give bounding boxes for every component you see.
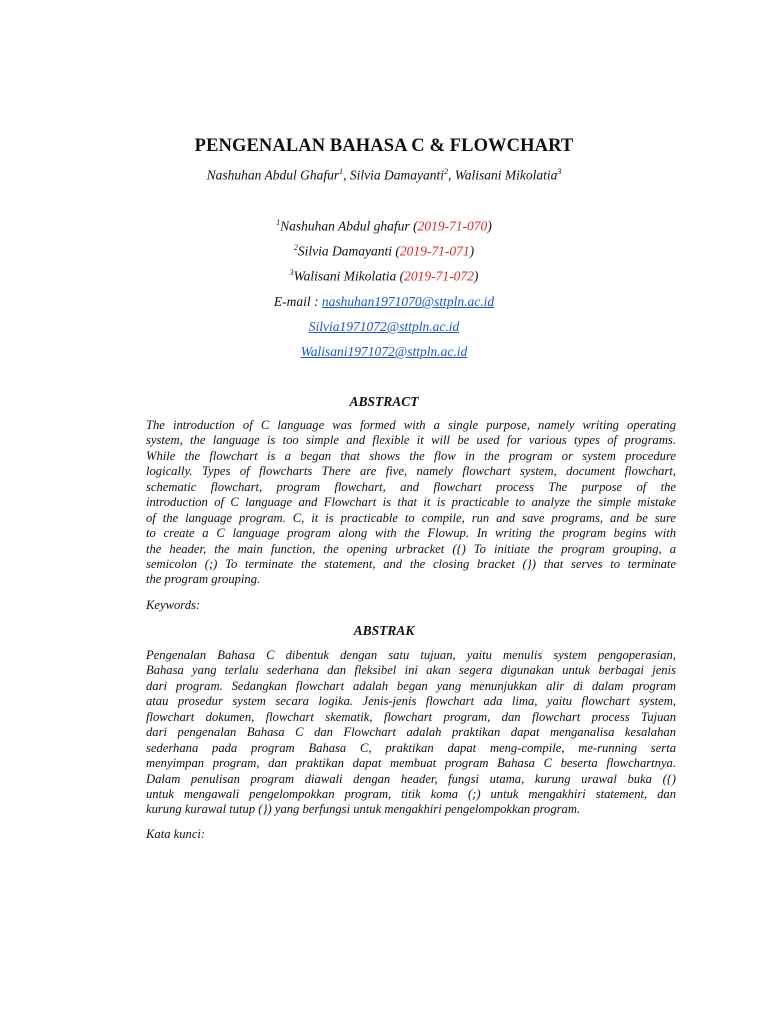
abstrak-line: Pengenalan Bahasa C dibentuk dengan satu tujuan, yaitu menulis system pengoperasian,	[146, 648, 676, 662]
abstrak-line: Dalam penulisan program diawali dengan header, fungsi utama, kurung urawal buka ({)	[146, 771, 676, 786]
affiliation-line	[0, 243, 768, 260]
affiliation-line	[0, 218, 768, 235]
abstrak-line: sederhana pada program Bahasa C, praktikan dapat meng-compile, me-running serta	[146, 740, 676, 755]
abstract-line: of the language program. C, it is practicable to compile, run and save programs, and be sure	[146, 510, 676, 525]
affiliation-superscript: 3	[289, 268, 294, 277]
abstract-line: the program grouping.	[146, 572, 261, 587]
abstract-heading: ABSTRACT	[349, 394, 419, 409]
author-superscript: 3	[557, 167, 562, 176]
abstract-line: The introduction of C language was formed with a single purpose, namely writing operating	[146, 418, 676, 432]
email-link[interactable]: nashuhan1971070@sttpln.ac.id	[321, 294, 495, 309]
abstrak-line: dari program. Sedangkan flowchart adalah began yang menunjukkan alir di dalam program	[146, 678, 676, 693]
email-label: E-mail :	[273, 294, 322, 309]
abstrak-line: kurung kurawal tutup (}) yang berfungsi untuk mengakhiri pengelompokkan program.	[146, 802, 581, 817]
student-id: 2019-71-071	[399, 243, 470, 259]
abstrak-line: dari pengenalan Bahasa C dan Flowchart adalah praktikan dapat menganalisa kesalahan	[146, 725, 676, 740]
author-separator: ,	[343, 167, 350, 183]
email-link[interactable]: Silvia1971072@sttpln.ac.id	[308, 319, 460, 334]
email-link[interactable]: Walisani1971072@sttpln.ac.id	[300, 344, 468, 359]
affiliation-name: Walisani Mikolatia (	[293, 268, 405, 284]
affiliation-name: Nashuhan Abdul ghafur (	[280, 218, 418, 234]
affiliation-superscript: 2	[293, 243, 298, 252]
paper-title: PENGENALAN BAHASA C & FLOWCHART	[194, 136, 574, 156]
email-line	[0, 319, 768, 335]
author-name: Nashuhan Abdul Ghafur	[206, 167, 340, 183]
author-superscript: 1	[339, 167, 344, 176]
author-list	[0, 167, 768, 184]
author-name: Walisani Mikolatia	[454, 167, 558, 183]
keywords-label: Keywords:	[146, 598, 201, 612]
email-line	[0, 294, 768, 310]
affiliation-close: )	[487, 218, 492, 234]
email-line	[0, 344, 768, 360]
abstract-body	[146, 418, 676, 588]
abstract-line: system, the language is too simple and flexible it will be used for various types of programs.	[146, 433, 676, 448]
abstrak-body	[146, 648, 676, 818]
student-id: 2019-71-072	[404, 268, 474, 284]
abstrak-line: flowchart dokumen, flowchart skematik, flowchart program, dan flowchart process Tujuan	[146, 709, 676, 724]
abstrak-line: menyimpan program, dan praktikan dapat membuat program Bahasa C beserta flowchartnya.	[146, 756, 676, 771]
abstract-line: to create a C language program along with the Flowup. In writing the program begins with	[146, 526, 676, 541]
abstract-line: the header, the main function, the opening urbracket ({) To initiate the program grouping, a	[146, 541, 676, 556]
author-name: Silvia Damayanti	[349, 167, 444, 183]
abstrak-heading: ABSTRAK	[353, 623, 415, 638]
affiliation-close: )	[473, 268, 479, 284]
affiliation-line	[0, 268, 768, 285]
abstract-line: While the flowchart is a began that shows the flow in the program or system procedure	[146, 448, 676, 463]
author-separator: ,	[448, 167, 455, 183]
author-superscript: 2	[444, 167, 448, 176]
student-id: 2019-71-070	[417, 218, 488, 234]
affiliation-close: )	[469, 243, 475, 259]
abstrak-line: atau prosedur system secara logika. Jenis-jenis flowchart ada lima, yaitu flowchart system,	[146, 694, 676, 709]
abstrak-line: untuk mengawali pengelompokkan program, titik koma (;) untuk mengakhiri statement, dan	[146, 786, 676, 801]
affiliation-superscript: 1	[276, 218, 281, 227]
abstract-line: introduction of C language and Flowchart is that it is practicable to analyze the simple mistake	[146, 495, 676, 510]
abstract-line: semicolon (;) To terminate the statement, and the closing bracket (}) that serves to terminate	[146, 556, 676, 571]
abstract-line: schematic flowchart, program flowchart, and flowchart process The purpose of the	[146, 479, 676, 494]
abstract-line: logically. Types of flowcharts There are five, namely flowchart system, document flowchart,	[146, 464, 676, 479]
affiliation-name: Silvia Damayanti (	[297, 243, 400, 259]
kata-kunci-label: Kata kunci:	[146, 827, 206, 841]
abstrak-line: Bahasa yang terlalu sederhana dan fleksibel ini akan segera digunakan untuk berbagai jenis	[146, 663, 676, 678]
